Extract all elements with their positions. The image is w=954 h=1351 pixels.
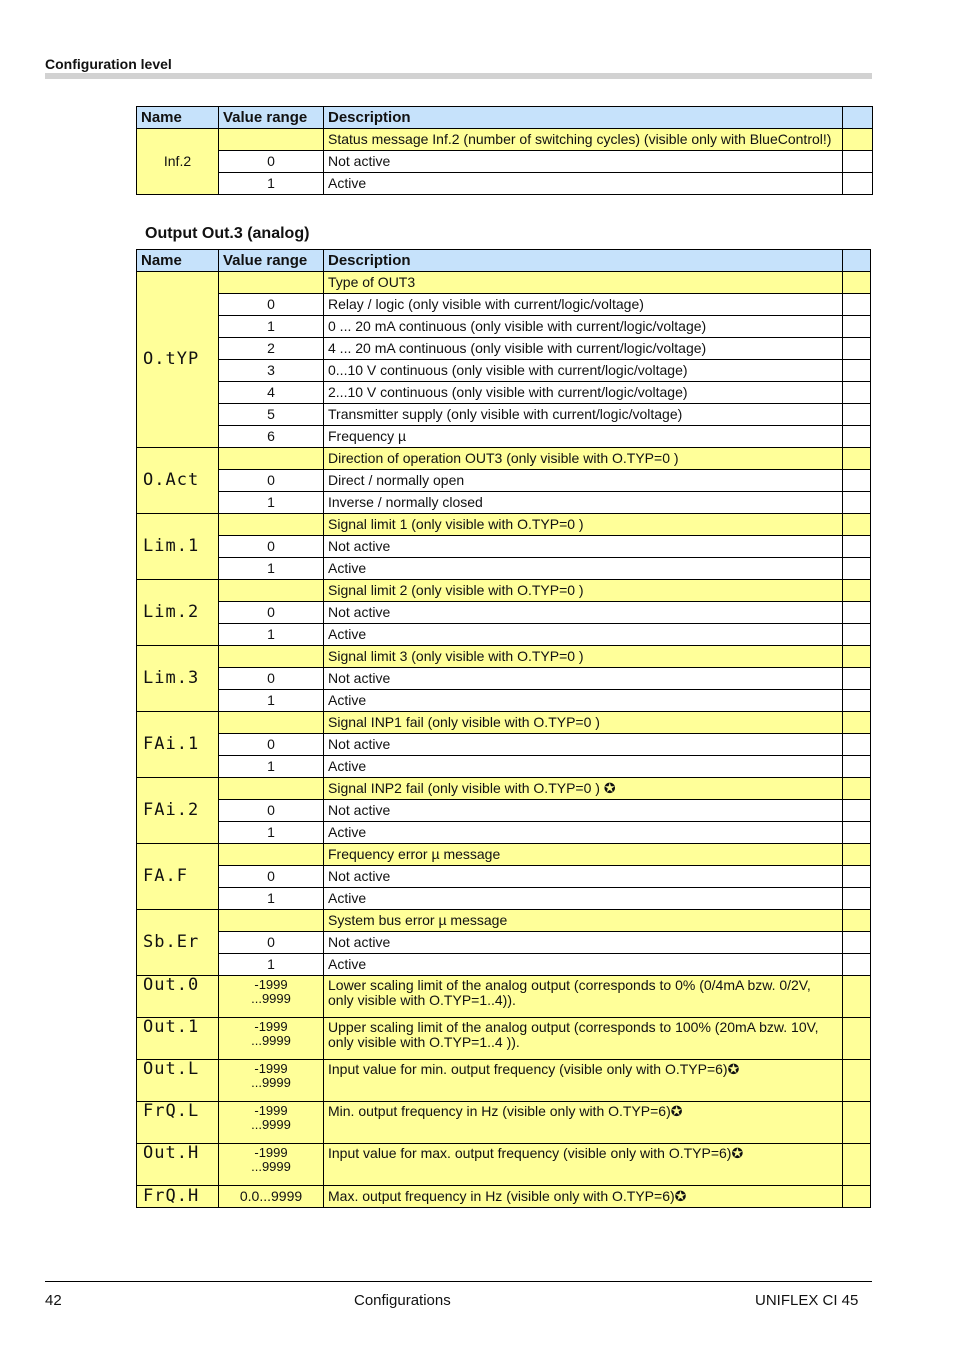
description: Lower scaling limit of the analog output (corresponds to 0% (0/4mA bzw. 0/2V, only visible with O.TYP=1..4)).: [324, 976, 843, 1018]
value-range: 1: [219, 558, 324, 580]
description: Active: [324, 690, 843, 712]
footer-product: UNIFLEX CI 45: [755, 1292, 859, 1309]
table-row: [137, 426, 871, 448]
extra-cell: [843, 1186, 871, 1208]
table-row: [137, 690, 871, 712]
value-range: 0: [219, 800, 324, 822]
value-range: 4: [219, 382, 324, 404]
table-row: [137, 976, 871, 1018]
value-range: 0: [219, 470, 324, 492]
table-row: [137, 492, 871, 514]
table-row: [137, 844, 871, 866]
value-range: 1: [219, 316, 324, 338]
description: Signal limit 3 (only visible with O.TYP=0 ): [324, 646, 843, 668]
extra-cell: [843, 558, 871, 580]
value-range: 0: [219, 932, 324, 954]
value-range: 0: [219, 866, 324, 888]
param-name: Lim.2: [137, 580, 219, 646]
value-range: [219, 129, 324, 151]
value-range-min: -1999: [254, 1145, 288, 1160]
extra-cell: [843, 866, 871, 888]
table-row: [137, 1186, 871, 1208]
param-name: Lim.3: [137, 646, 219, 712]
value-range: 6: [219, 426, 324, 448]
extra-cell: [843, 690, 871, 712]
value-range: 0: [219, 151, 324, 173]
table-row: [137, 602, 871, 624]
table-row: [137, 448, 871, 470]
value-range-max: ...9999: [251, 1033, 291, 1048]
extra-cell: [843, 910, 871, 932]
param-name: O.tYP: [137, 272, 219, 448]
description: Direct / normally open: [324, 470, 843, 492]
table-inf2: [136, 106, 873, 195]
table-row: [137, 294, 871, 316]
table-row: [137, 360, 871, 382]
extra-cell: [843, 129, 873, 151]
col-header-desc: Description: [324, 107, 843, 129]
description: Direction of operation OUT3 (only visible with O.TYP=0 ): [324, 448, 843, 470]
value-range-max: ...9999: [251, 1159, 291, 1174]
description: Signal INP1 fail (only visible with O.TYP=0 ): [324, 712, 843, 734]
value-range: 0: [219, 668, 324, 690]
extra-cell: [843, 1060, 871, 1102]
table-row: [137, 316, 871, 338]
param-name: FrQ.H: [137, 1186, 219, 1208]
extra-cell: [843, 888, 871, 910]
param-name: Out.H: [137, 1144, 219, 1186]
table-row: [137, 778, 871, 800]
value-range: [219, 448, 324, 470]
table-row: [137, 822, 871, 844]
value-range: 2: [219, 338, 324, 360]
extra-cell: [843, 954, 871, 976]
extra-cell: [843, 822, 871, 844]
description: Not active: [324, 800, 843, 822]
description: System bus error µ message: [324, 910, 843, 932]
table-row: [137, 470, 871, 492]
value-range: 1: [219, 492, 324, 514]
value-range-min: -1999: [254, 1019, 288, 1034]
table-row: [137, 646, 871, 668]
extra-cell: [843, 470, 871, 492]
footer-rule: [45, 1281, 872, 1282]
table-row: [137, 954, 871, 976]
extra-cell: [843, 602, 871, 624]
col-header-extra: [843, 107, 873, 129]
value-range-max: ...9999: [251, 1117, 291, 1132]
param-name: Lim.1: [137, 514, 219, 580]
description: Min. output frequency in Hz (visible only with O.TYP=6)✪: [324, 1102, 843, 1144]
value-range: 1: [219, 173, 324, 195]
table-row: [137, 1018, 871, 1060]
table-row: [137, 1060, 871, 1102]
description: Active: [324, 756, 843, 778]
description: Not active: [324, 668, 843, 690]
table-row: [137, 580, 871, 602]
table-row: [137, 151, 873, 173]
extra-cell: [843, 426, 871, 448]
value-range: [219, 646, 324, 668]
param-name: FrQ.L: [137, 1102, 219, 1144]
extra-cell: [843, 668, 871, 690]
table-out3: [136, 249, 871, 1208]
extra-cell: [843, 800, 871, 822]
extra-cell: [843, 316, 871, 338]
table-row: [137, 382, 871, 404]
extra-cell: [843, 844, 871, 866]
description: 0 ... 20 mA continuous (only visible with current/logic/voltage): [324, 316, 843, 338]
extra-cell: [843, 580, 871, 602]
col-header-range: Value range: [219, 107, 324, 129]
extra-cell: [843, 734, 871, 756]
extra-cell: [843, 1144, 871, 1186]
value-range: [219, 514, 324, 536]
value-range-min: -1999: [254, 1103, 288, 1118]
extra-cell: [843, 360, 871, 382]
value-range-min: -1999: [254, 1061, 288, 1076]
value-range-min: -1999: [254, 977, 288, 992]
param-name: FAi.2: [137, 778, 219, 844]
value-range: 1: [219, 888, 324, 910]
table-row: [137, 888, 871, 910]
description: Max. output frequency in Hz (visible only with O.TYP=6)✪: [324, 1186, 843, 1208]
param-name: Out.0: [137, 976, 219, 1018]
description: Active: [324, 954, 843, 976]
extra-cell: [843, 382, 871, 404]
section-title-out3: Output Out.3 (analog): [145, 225, 310, 242]
description: Signal INP2 fail (only visible with O.TYP=0 ) ✪: [324, 778, 843, 800]
description: Not active: [324, 536, 843, 558]
extra-cell: [843, 778, 871, 800]
table-row: [137, 129, 873, 151]
description: Not active: [324, 932, 843, 954]
description: 2...10 V continuous (only visible with current/logic/voltage): [324, 382, 843, 404]
table-row: [137, 624, 871, 646]
description: 4 ... 20 mA continuous (only visible with current/logic/voltage): [324, 338, 843, 360]
description: Status message Inf.2 (number of switching cycles) (visible only with BlueControl!): [324, 129, 843, 151]
extra-cell: [843, 492, 871, 514]
table-row: [137, 756, 871, 778]
table-row: [137, 514, 871, 536]
extra-cell: [843, 1018, 871, 1060]
value-range: 0: [219, 602, 324, 624]
description: Transmitter supply (only visible with current/logic/voltage): [324, 404, 843, 426]
col-header-name: Name: [137, 250, 219, 272]
param-name: Inf.2: [137, 129, 219, 195]
description: Active: [324, 888, 843, 910]
extra-cell: [843, 536, 871, 558]
value-range: 3: [219, 360, 324, 382]
value-range-max: ...9999: [251, 991, 291, 1006]
value-range: [219, 844, 324, 866]
param-name: Sb.Er: [137, 910, 219, 976]
description: Not active: [324, 866, 843, 888]
param-name: FA.F: [137, 844, 219, 910]
description: Frequency µ: [324, 426, 843, 448]
table-row: [137, 173, 873, 195]
col-header-desc: Description: [324, 250, 843, 272]
description: Relay / logic (only visible with current/logic/voltage): [324, 294, 843, 316]
footer-section: Configurations: [354, 1292, 451, 1309]
table-row: [137, 558, 871, 580]
value-range: [219, 976, 324, 1018]
value-range: [219, 580, 324, 602]
extra-cell: [843, 976, 871, 1018]
param-name: Out.L: [137, 1060, 219, 1102]
description: Upper scaling limit of the analog output (corresponds to 100% (20mA bzw. 10V, only visible with O.TYP=1..4 )).: [324, 1018, 843, 1060]
description: Active: [324, 822, 843, 844]
value-range: [219, 1060, 324, 1102]
value-range: 0: [219, 734, 324, 756]
extra-cell: [843, 756, 871, 778]
table-row: [137, 1102, 871, 1144]
description: Frequency error µ message: [324, 844, 843, 866]
description: Signal limit 2 (only visible with O.TYP=0 ): [324, 580, 843, 602]
description: Not active: [324, 602, 843, 624]
value-range: [219, 1018, 324, 1060]
table-row: [137, 932, 871, 954]
value-range: 0: [219, 294, 324, 316]
col-header-extra: [843, 250, 871, 272]
value-range-max: ...9999: [251, 1075, 291, 1090]
value-range: 1: [219, 624, 324, 646]
description: Signal limit 1 (only visible with O.TYP=0 ): [324, 514, 843, 536]
param-name: FAi.1: [137, 712, 219, 778]
table-row: [137, 866, 871, 888]
col-header-range: Value range: [219, 250, 324, 272]
value-range: 0: [219, 536, 324, 558]
table-row: [137, 712, 871, 734]
description: Input value for min. output frequency (visible only with O.TYP=6)✪: [324, 1060, 843, 1102]
value-range: 5: [219, 404, 324, 426]
extra-cell: [843, 448, 871, 470]
value-range: 0.0...9999: [219, 1186, 324, 1208]
description: Active: [324, 624, 843, 646]
description: Not active: [324, 734, 843, 756]
table-row: [137, 272, 871, 294]
extra-cell: [843, 338, 871, 360]
extra-cell: [843, 646, 871, 668]
value-range: 1: [219, 756, 324, 778]
value-range: [219, 910, 324, 932]
description: 0...10 V continuous (only visible with current/logic/voltage): [324, 360, 843, 382]
col-header-name: Name: [137, 107, 219, 129]
description: Inverse / normally closed: [324, 492, 843, 514]
value-range: [219, 272, 324, 294]
table-row: [137, 910, 871, 932]
footer-page-number: 42: [45, 1292, 62, 1309]
value-range: 1: [219, 954, 324, 976]
value-range: [219, 1144, 324, 1186]
extra-cell: [843, 1102, 871, 1144]
table-row: [137, 404, 871, 426]
table-row: [137, 338, 871, 360]
value-range: 1: [219, 690, 324, 712]
extra-cell: [843, 624, 871, 646]
extra-cell: [843, 712, 871, 734]
extra-cell: [843, 173, 873, 195]
description: Active: [324, 558, 843, 580]
table-row: [137, 536, 871, 558]
table-row: [137, 668, 871, 690]
description: Not active: [324, 151, 843, 173]
value-range: [219, 778, 324, 800]
extra-cell: [843, 294, 871, 316]
param-name: Out.1: [137, 1018, 219, 1060]
value-range: 1: [219, 822, 324, 844]
value-range: [219, 1102, 324, 1144]
extra-cell: [843, 404, 871, 426]
extra-cell: [843, 272, 871, 294]
extra-cell: [843, 514, 871, 536]
extra-cell: [843, 151, 873, 173]
description: Type of OUT3: [324, 272, 843, 294]
header-rule: [45, 73, 872, 79]
page-header-title: Configuration level: [45, 56, 172, 72]
description: Active: [324, 173, 843, 195]
table-row: [137, 800, 871, 822]
table-row: [137, 734, 871, 756]
extra-cell: [843, 932, 871, 954]
value-range: [219, 712, 324, 734]
description: Input value for max. output frequency (visible only with O.TYP=6)✪: [324, 1144, 843, 1186]
param-name: O.Act: [137, 448, 219, 514]
table-row: [137, 1144, 871, 1186]
